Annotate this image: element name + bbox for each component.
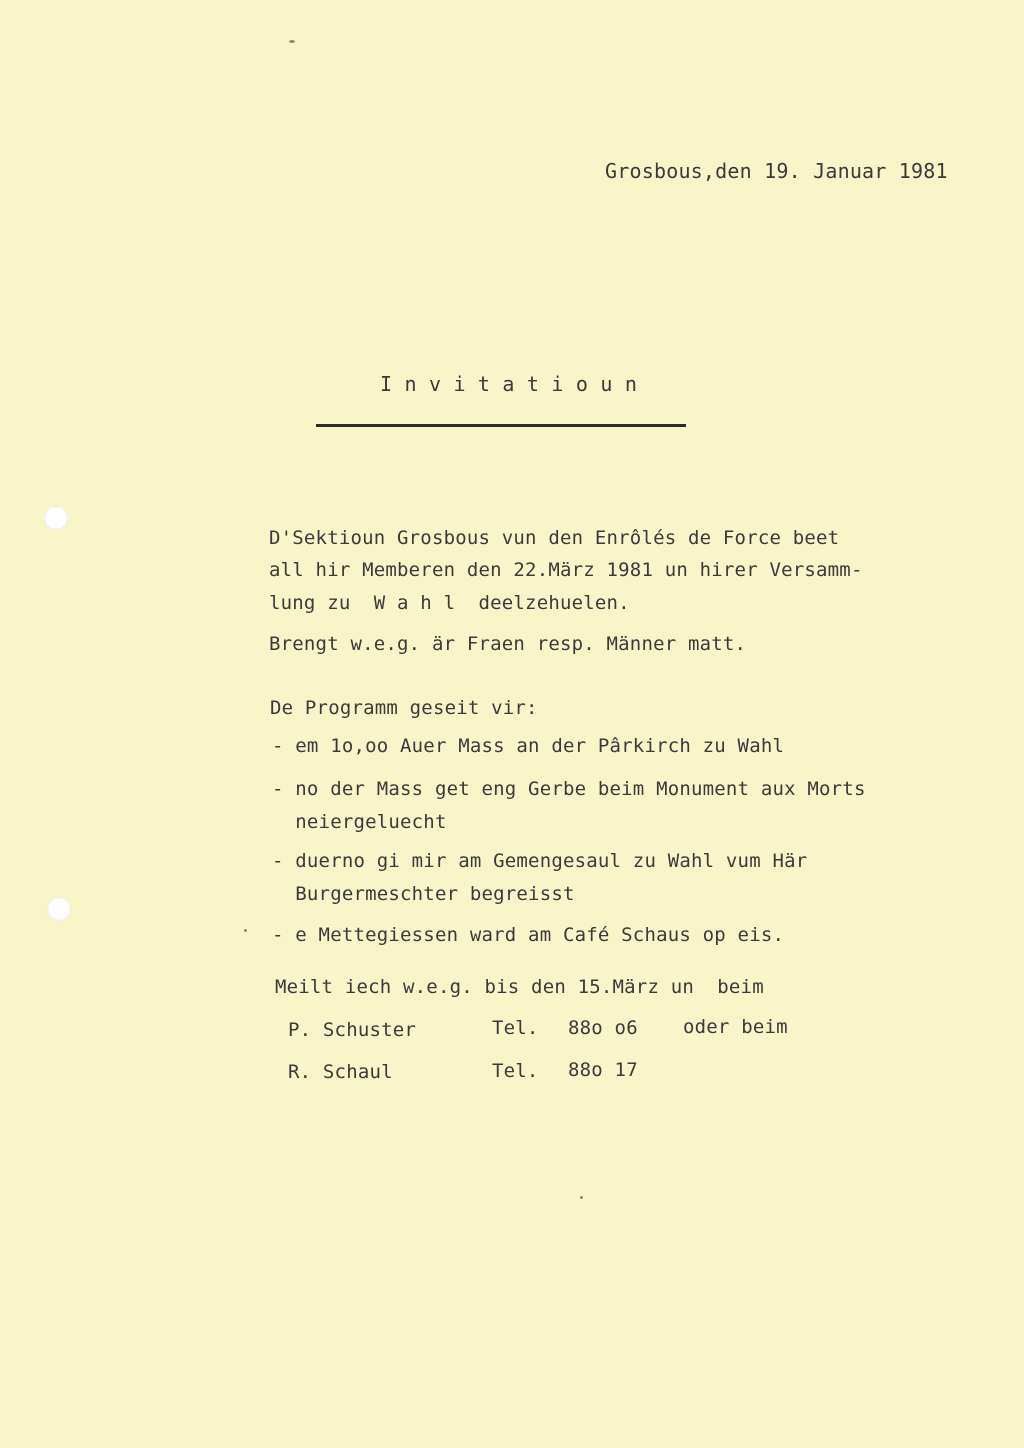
intro-line-3: lung zu W a h l deelzehuelen. (269, 592, 630, 614)
contact-name-2: R. Schaul (288, 1061, 393, 1083)
program-heading: De Programm geseit vir: (270, 697, 538, 719)
paper-speck (580, 1196, 583, 1199)
date-line: Grosbous,den 19. Januar 1981 (605, 159, 948, 183)
intro-line-1: D'Sektioun Grosbous vun den Enrôlés de Force beet (269, 527, 840, 549)
program-item-2-cont: neiergeluecht (272, 811, 447, 833)
program-item-3: - duerno gi mir am Gemengesaul zu Wahl vum Här (272, 850, 808, 872)
register-line: Meilt iech w.e.g. bis den 15.März un beim (275, 976, 764, 998)
title-underline (316, 424, 686, 427)
program-item-4: - e Mettegiessen ward am Café Schaus op eis. (272, 924, 785, 946)
page-title: I n v i t a t i o u n (380, 372, 638, 396)
paper-speck (289, 40, 295, 43)
contact-tel-2: 88o 17 (568, 1059, 638, 1081)
contact-tel-label-1: Tel. (492, 1017, 539, 1039)
punch-hole-top (44, 506, 68, 530)
paper-speck (244, 929, 247, 932)
contact-note-1: oder beim (683, 1016, 788, 1038)
program-item-1: - em 1o,oo Auer Mass an der Pârkirch zu Wahl (272, 735, 785, 757)
program-item-3-cont: Burgermeschter begreisst (272, 883, 575, 905)
bring-line: Brengt w.e.g. är Fraen resp. Männer matt. (269, 633, 747, 655)
program-item-2: - no der Mass get eng Gerbe beim Monument aux Morts (272, 778, 866, 800)
contact-tel-label-2: Tel. (492, 1060, 539, 1082)
contact-tel-1: 88o o6 (568, 1017, 638, 1039)
punch-hole-bottom (47, 897, 71, 921)
intro-line-2: all hir Memberen den 22.März 1981 un hirer Versamm- (269, 559, 863, 581)
contact-name-1: P. Schuster (288, 1019, 417, 1041)
